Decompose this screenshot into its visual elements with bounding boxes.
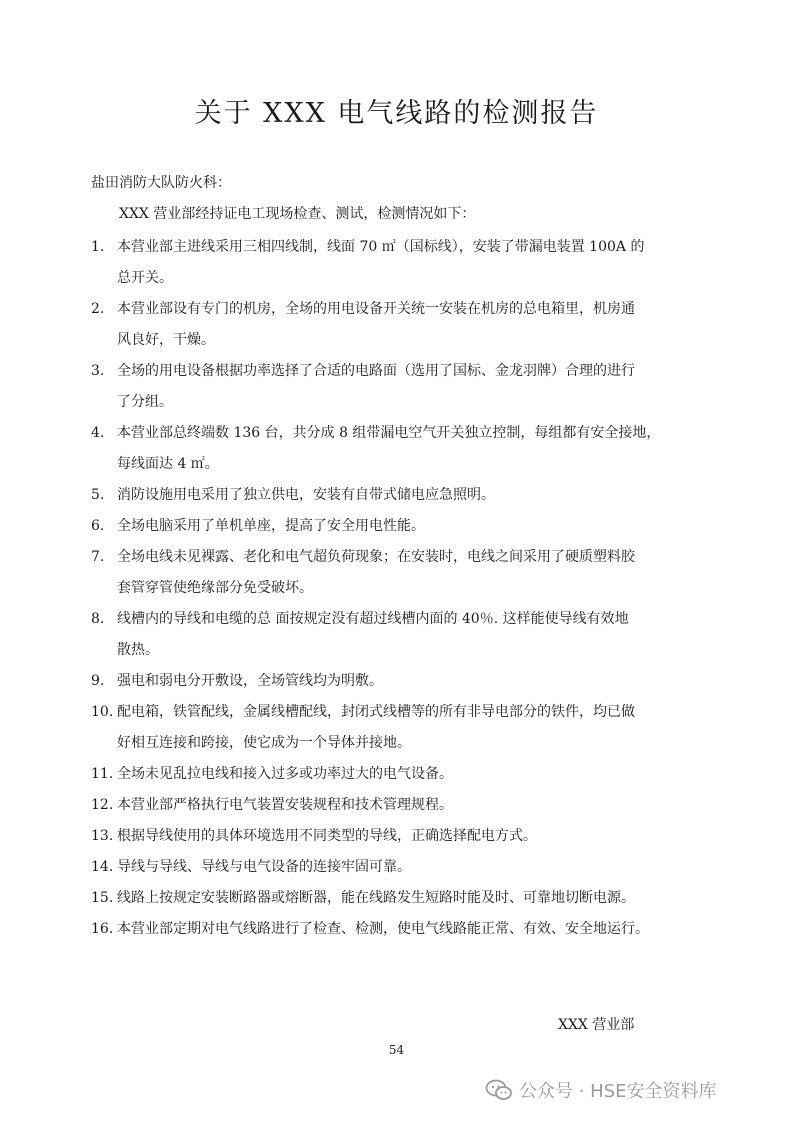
watermark-text: 公众号 · HSE安全资料库 xyxy=(519,1081,717,1102)
list-item xyxy=(91,759,711,790)
watermark xyxy=(485,1075,717,1105)
list-item-text: 导线与导线、导线与电气设备的连接牢固可靠。 xyxy=(117,859,411,875)
list-item-number: 13. xyxy=(91,828,114,844)
list-item-number: 9. xyxy=(91,673,105,689)
list-item-text: 根据导线使用的具体环境选用不同类型的导线，正确选择配电方式。 xyxy=(117,828,537,844)
list-item xyxy=(91,666,711,697)
list-item xyxy=(91,294,711,356)
salutation: 盐田消防大队防火科： xyxy=(91,175,231,191)
list-item-text: 配电箱，铁管配线，金属线槽配线，封闭式线槽等的所有非导电部分的铁件，均已做 好相互连接和跨接，使它成为一个导体并接地。 xyxy=(117,704,635,751)
list-item-number: 8. xyxy=(91,611,105,627)
list-item xyxy=(91,511,711,542)
list-item xyxy=(91,821,711,852)
list-item-text: 全场的用电设备根据功率选择了合适的电路面（选用了国标、金龙羽牌）合理的进行 了分组。 xyxy=(117,363,635,410)
list-item-number: 1. xyxy=(91,239,105,255)
list-item xyxy=(91,480,711,511)
list-item-number: 15. xyxy=(91,890,114,906)
list-item-text: 本营业部定期对电气线路进行了检查、检测，使电气线路能正常、有效、安全地运行。 xyxy=(117,921,649,937)
page-number: 54 xyxy=(388,1043,405,1057)
list-item-number: 10. xyxy=(91,704,114,720)
list-item-text: 消防设施用电采用了独立供电，安装有自带式储电应急照明。 xyxy=(117,487,495,503)
list-item-text: 全场电脑采用了单机单座，提高了安全用电性能。 xyxy=(117,518,425,534)
list-item-number: 12. xyxy=(91,797,114,813)
list-item-text: 全场电线未见裸露、老化和电气超负荷现象；在安装时，电线之间采用了硬质塑料胶 套管穿管使绝缘部分免受破坏。 xyxy=(117,549,635,596)
list-item xyxy=(91,604,711,666)
list-item xyxy=(91,542,711,604)
list-item xyxy=(91,914,711,945)
list-item-text: 本营业部设有专门的机房，全场的用电设备开关统一安装在机房的总电箱里，机房通 风良好，干燥。 xyxy=(117,301,635,348)
list-item xyxy=(91,418,711,480)
list-item-number: 7. xyxy=(91,549,105,565)
document-title: 关于 XXX 电气线路的检测报告 xyxy=(194,98,599,129)
wechat-icon xyxy=(485,1079,513,1101)
list-item-number: 6. xyxy=(91,518,105,534)
list-item xyxy=(91,852,711,883)
list-item-number: 2. xyxy=(91,301,105,317)
list-item-text: 本营业部总终端数 136 台，共分成 8 组带漏电空气开关独立控制，每组都有安全接地， 每线面达 4 ㎡。 xyxy=(117,425,661,472)
list-item-number: 4. xyxy=(91,425,105,441)
list-item-text: 本营业部主进线采用三相四线制，线面 70 ㎡（国标线），安装了带漏电装置 100A 的 总开关。 xyxy=(117,239,645,286)
list-item-text: 全场未见乱拉电线和接入过多或功率过大的电气设备。 xyxy=(117,766,453,782)
list-item xyxy=(91,232,711,294)
list-item-text: 线槽内的导线和电缆的总 面按规定没有超过线槽内面的 40％. 这样能使导线有效地 散热。 xyxy=(117,611,629,658)
list-item xyxy=(91,790,711,821)
intro-paragraph: XXX 营业部经持证电工现场检查、测试，检测情况如下： xyxy=(119,206,476,222)
list-item-number: 3. xyxy=(91,363,105,379)
list-item-text: 线路上按规定安装断路器或熔断器，能在线路发生短路时能及时、可靠地切断电源。 xyxy=(117,890,635,906)
list-item-number: 11. xyxy=(91,766,114,782)
list-item xyxy=(91,356,711,418)
list-item-number: 16. xyxy=(91,921,114,937)
list-item-number: 5. xyxy=(91,487,105,503)
list-item xyxy=(91,697,711,759)
findings-list xyxy=(91,232,711,945)
list-item-text: 本营业部严格执行电气装置安装规程和技术管理规程。 xyxy=(117,797,453,813)
signature: XXX 营业部 xyxy=(558,1017,635,1033)
list-item-number: 14. xyxy=(91,859,114,875)
list-item-text: 强电和弱电分开敷设，全场管线均为明敷。 xyxy=(117,673,383,689)
list-item xyxy=(91,883,711,914)
